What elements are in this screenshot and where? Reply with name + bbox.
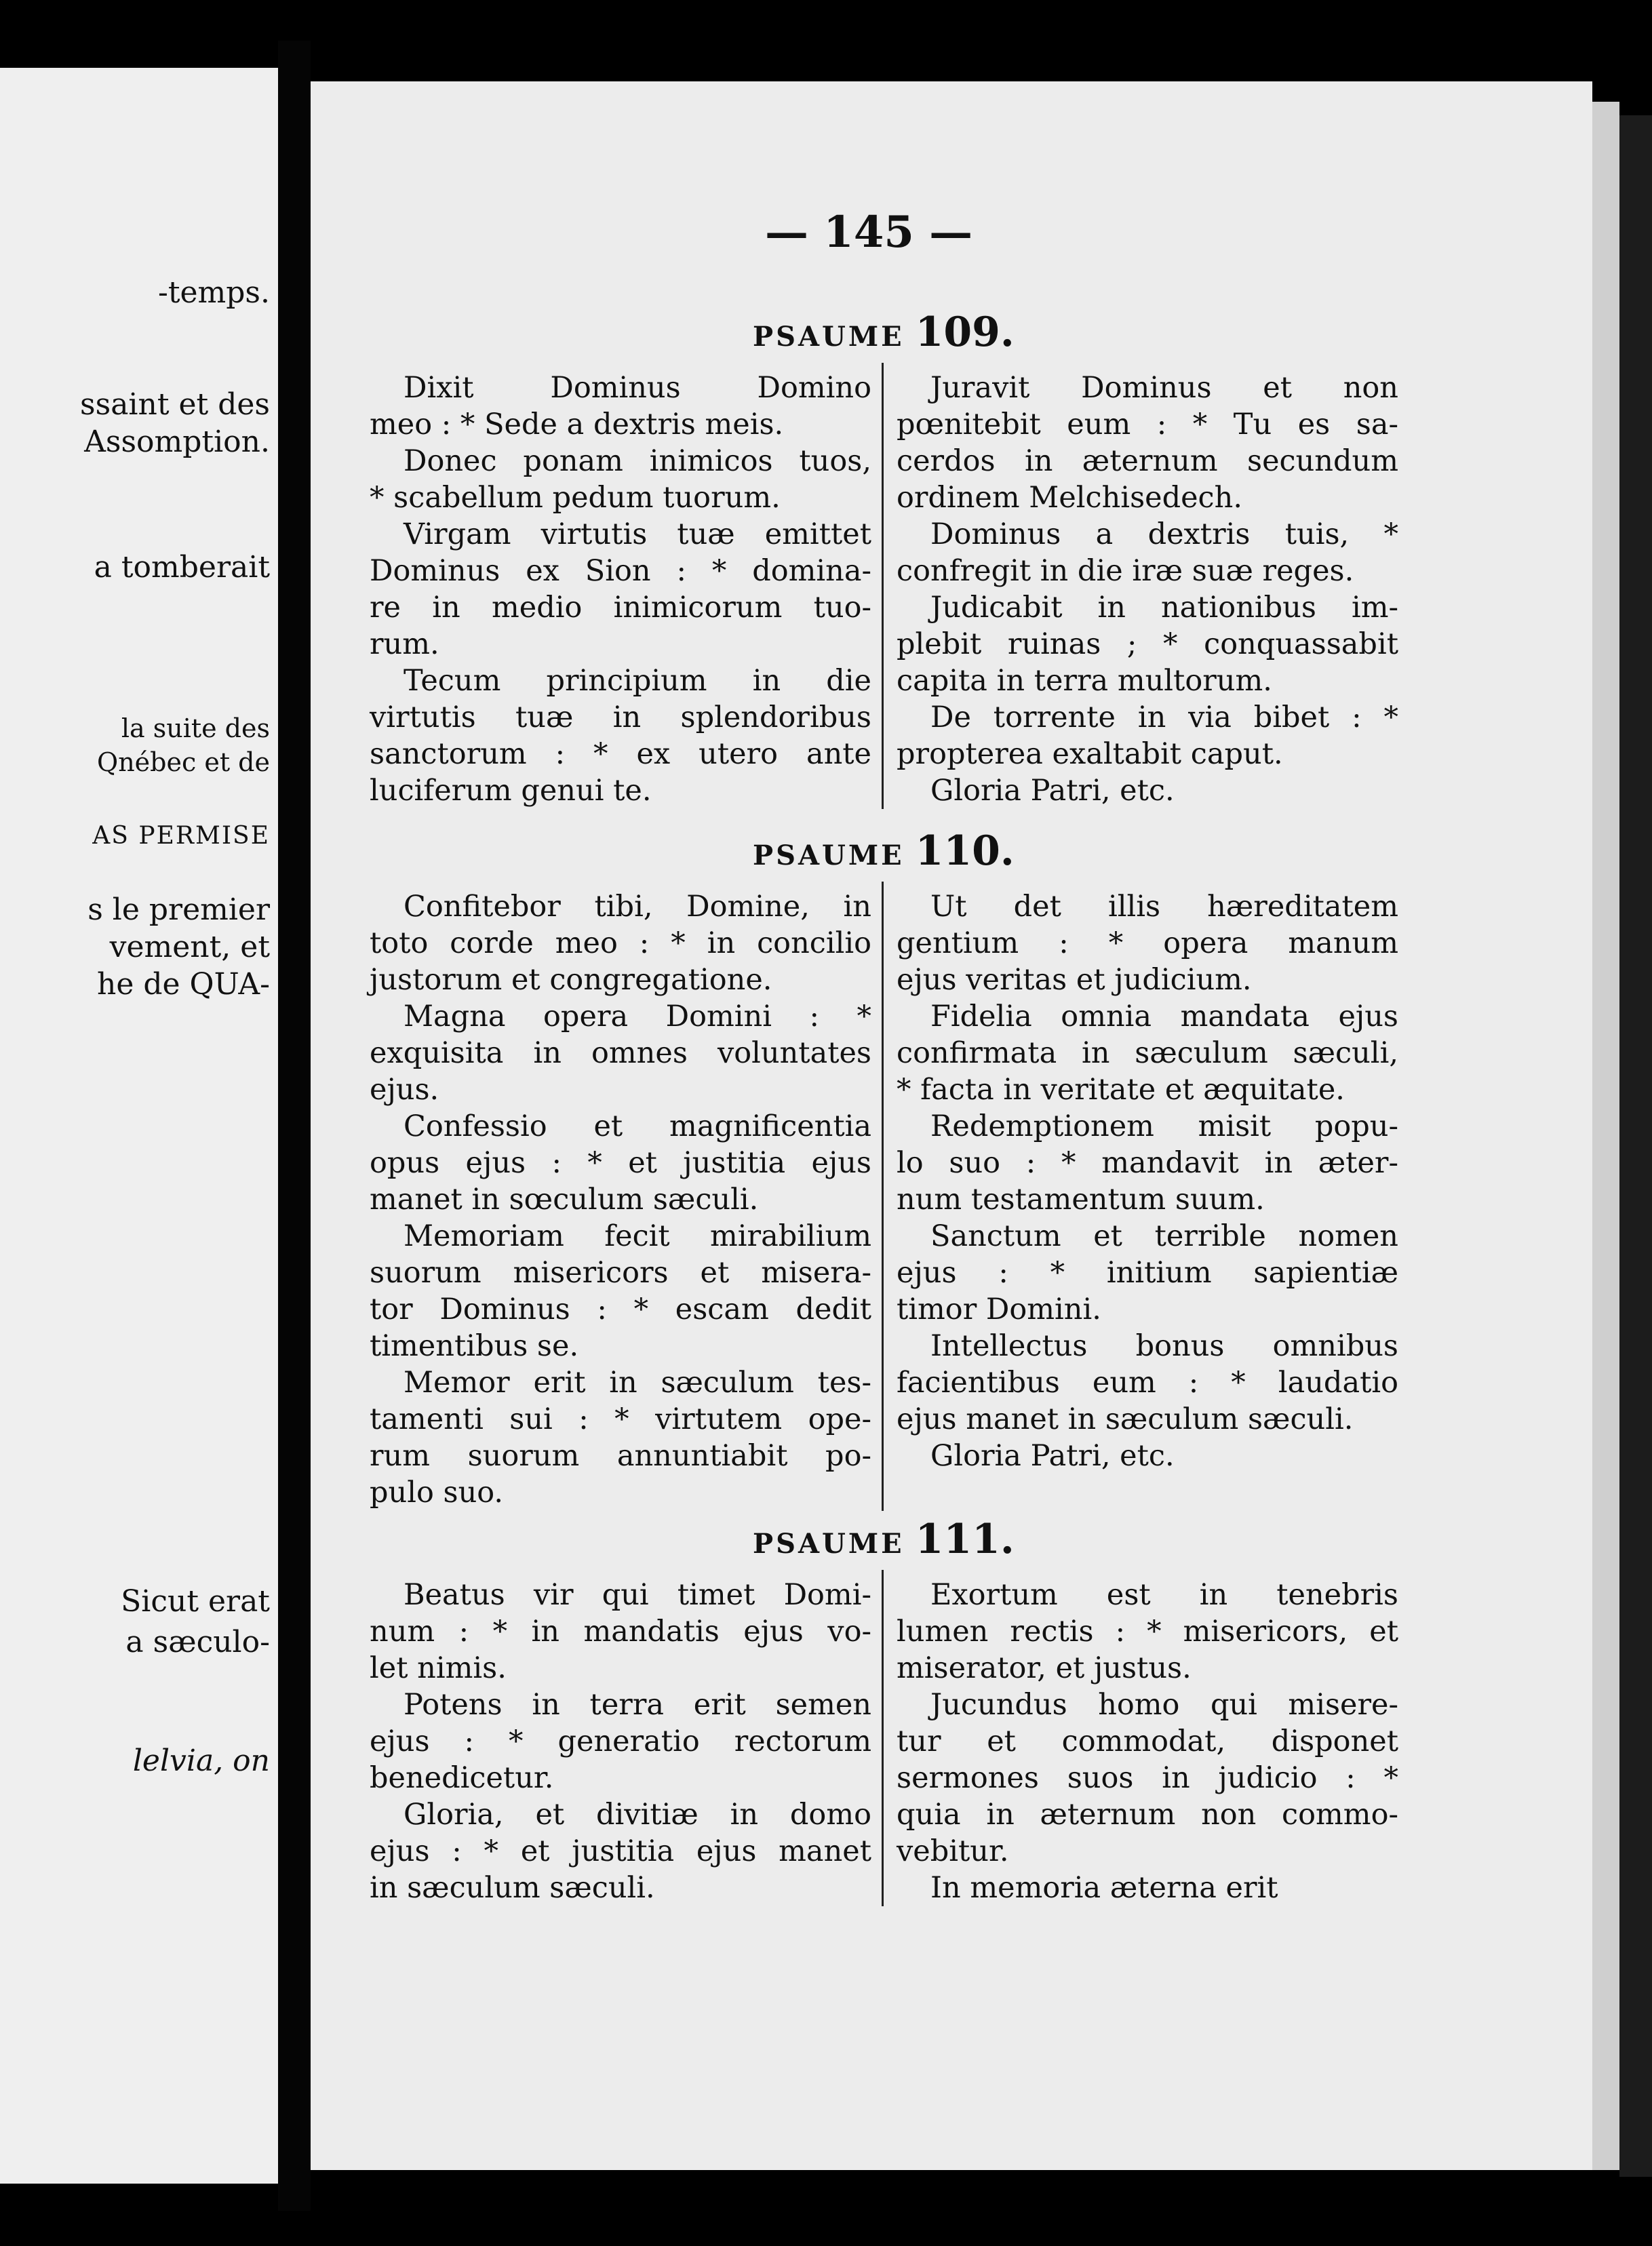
psalm-right-column [897, 1577, 1398, 1906]
psalm-left-column [370, 1577, 871, 1906]
verse-line: vebitur. [897, 1834, 1009, 1868]
left-page-text-line: Sicut erat [121, 1584, 270, 1619]
verse-line: confregit in die iræ suæ reges. [897, 554, 1354, 588]
psalm-heading [753, 1516, 1015, 1563]
verse-line: toto corde meo : * in concilio [370, 926, 871, 960]
left-page-text-line: la suite des [121, 713, 270, 743]
verse-line: Beatus vir qui timet Domi- [404, 1578, 871, 1612]
verse-line: ejus. [370, 1073, 439, 1107]
psalm-heading [753, 309, 1015, 356]
column-divider [882, 1570, 884, 1906]
verse-line: quia in æternum non commo- [897, 1798, 1398, 1832]
verse-line: pulo suo. [370, 1476, 504, 1510]
verse-line: luciferum genui te. [370, 774, 652, 808]
verse-line: Sanctum et terrible nomen [930, 1219, 1398, 1253]
verse-line: suorum misericors et misera- [370, 1256, 871, 1290]
verse-line: sanctorum : * ex utero ante [370, 737, 871, 771]
psalm-heading-word: PSAUME [753, 321, 905, 353]
verse-line: Potens in terra erit semen [404, 1688, 871, 1722]
verse-line: Dominus ex Sion : * domina- [370, 554, 871, 588]
verse-line: timor Domini. [897, 1293, 1101, 1326]
psalm-number: 109. [915, 309, 1015, 356]
psalm-left-column [370, 370, 871, 809]
verse-line: * scabellum pedum tuorum. [370, 481, 781, 515]
verse-line: Gloria, et divitiæ in domo [404, 1798, 871, 1832]
verse-line: De torrente in via bibet : * [930, 701, 1398, 734]
verse-line: lo suo : * mandavit in æter- [897, 1146, 1398, 1180]
verse-line: num : * in mandatis ejus vo- [370, 1615, 871, 1649]
book-gutter [278, 41, 311, 2211]
verse-line: Dixit Dominus Domino [404, 371, 871, 405]
psalm-right-column [897, 370, 1398, 809]
verse-line: propterea exaltabit caput. [897, 737, 1283, 771]
verse-line: ejus : * generatio rectorum [370, 1725, 871, 1758]
verse-line: sermones suos in judicio : * [897, 1761, 1398, 1795]
verse-line: ejus manet in sæculum sæculi. [897, 1402, 1354, 1436]
psalm-left-column [370, 888, 871, 1511]
psalm-number: 111. [915, 1516, 1015, 1563]
verse-line: Magna opera Domini : * [404, 1000, 871, 1033]
verse-line: meo : * Sede a dextris meis. [370, 408, 784, 441]
column-divider [882, 882, 884, 1511]
verse-line: let nimis. [370, 1651, 507, 1685]
left-page-text-line: -temps. [157, 275, 270, 310]
verse-line: cerdos in æternum secundum [897, 444, 1398, 478]
left-page-text-line: ssaint et des [80, 387, 270, 422]
psalm-right-column [897, 888, 1398, 1474]
verse-line: In memoria æterna erit [930, 1871, 1278, 1905]
verse-line: rum. [370, 627, 439, 661]
verse-line: gentium : * opera manum [897, 926, 1398, 960]
verse-line: ordinem Melchisedech. [897, 481, 1242, 515]
verse-line: lumen rectis : * misericors, et [897, 1615, 1398, 1649]
left-page-text-line: s le premier [87, 892, 270, 927]
verse-line: Confessio et magnificentia [404, 1109, 871, 1143]
previous-page-fragment [0, 68, 278, 2184]
column-divider [882, 363, 884, 809]
verse-line: Confitebor tibi, Domine, in [404, 890, 871, 924]
verse-line: rum suorum annuntiabit po- [370, 1439, 871, 1473]
left-page-text-line: he de QUA- [97, 967, 270, 1002]
verse-line: * facta in veritate et æquitate. [897, 1073, 1345, 1107]
verse-line: Virgam virtutis tuæ emittet [404, 517, 871, 551]
verse-line: Jucundus homo qui misere- [930, 1688, 1398, 1722]
verse-line: Intellectus bonus omnibus [930, 1329, 1398, 1363]
verse-line: in sæculum sæculi. [370, 1871, 655, 1905]
left-page-text-line: vement, et [109, 930, 270, 964]
verse-line: Tecum principium in die [404, 664, 871, 698]
verse-line: Exortum est in tenebris [930, 1578, 1398, 1612]
verse-line: timentibus se. [370, 1329, 579, 1363]
left-page-text-line: lelvia, on [132, 1743, 270, 1778]
verse-line: exquisita in omnes voluntates [370, 1036, 871, 1070]
verse-line: Memoriam fecit mirabilium [404, 1219, 871, 1253]
verse-line: Ut det illis hæreditatem [930, 890, 1398, 924]
verse-line: benedicetur. [370, 1761, 554, 1795]
verse-line: manet in sœculum sæculi. [370, 1183, 759, 1217]
psalm-heading-word: PSAUME [753, 840, 905, 871]
psalm-heading-word: PSAUME [753, 1528, 905, 1560]
verse-line: tur et commodat, disponet [897, 1725, 1398, 1758]
verse-line: Fidelia omnia mandata ejus [930, 1000, 1398, 1033]
page-number: — 145 — [765, 207, 973, 258]
verse-line: Gloria Patri, etc. [930, 1439, 1175, 1473]
verse-line: Gloria Patri, etc. [930, 774, 1175, 808]
verse-line: Dominus a dextris tuis, * [930, 517, 1398, 551]
verse-line: Redemptionem misit popu- [930, 1109, 1398, 1143]
verse-line: Donec ponam inimicos tuos, [404, 444, 871, 478]
verse-line: opus ejus : * et justitia ejus [370, 1146, 871, 1180]
verse-line: justorum et congregatione. [370, 963, 772, 997]
verse-line: virtutis tuæ in splendoribus [370, 701, 871, 734]
psalm-number: 110. [915, 827, 1015, 875]
psalm-heading [753, 827, 1015, 875]
left-page-text-line: a sæculo- [125, 1625, 270, 1659]
verse-line: facientibus eum : * laudatio [897, 1366, 1398, 1400]
left-page-text-line: Qnébec et de [97, 747, 270, 777]
verse-line: plebit ruinas ; * conquassabit [897, 627, 1398, 661]
left-page-text-line: AS PERMISE [92, 822, 270, 850]
verse-line: re in medio inimicorum tuo- [370, 591, 871, 625]
verse-line: miserator, et justus. [897, 1651, 1192, 1685]
left-page-text-line: a tomberait [94, 550, 270, 585]
verse-line: ejus : * et justitia ejus manet [370, 1834, 871, 1868]
page-stack-edge [1619, 115, 1652, 2177]
verse-line: ejus : * initium sapientiæ [897, 1256, 1398, 1290]
left-page-text-line: Assomption. [84, 425, 270, 459]
verse-line: Memor erit in sæculum tes- [404, 1366, 871, 1400]
verse-line: pœnitebit eum : * Tu es sa- [897, 408, 1398, 441]
verse-line: confirmata in sæculum sæculi, [897, 1036, 1398, 1070]
verse-line: tamenti sui : * virtutem ope- [370, 1402, 871, 1436]
page-edge [1592, 102, 1619, 2170]
verse-line: tor Dominus : * escam dedit [370, 1293, 871, 1326]
verse-line: Judicabit in nationibus im- [930, 591, 1398, 625]
verse-line: Juravit Dominus et non [930, 371, 1398, 405]
verse-line: num testamentum suum. [897, 1183, 1265, 1217]
verse-line: capita in terra multorum. [897, 664, 1272, 698]
verse-line: ejus veritas et judicium. [897, 963, 1252, 997]
